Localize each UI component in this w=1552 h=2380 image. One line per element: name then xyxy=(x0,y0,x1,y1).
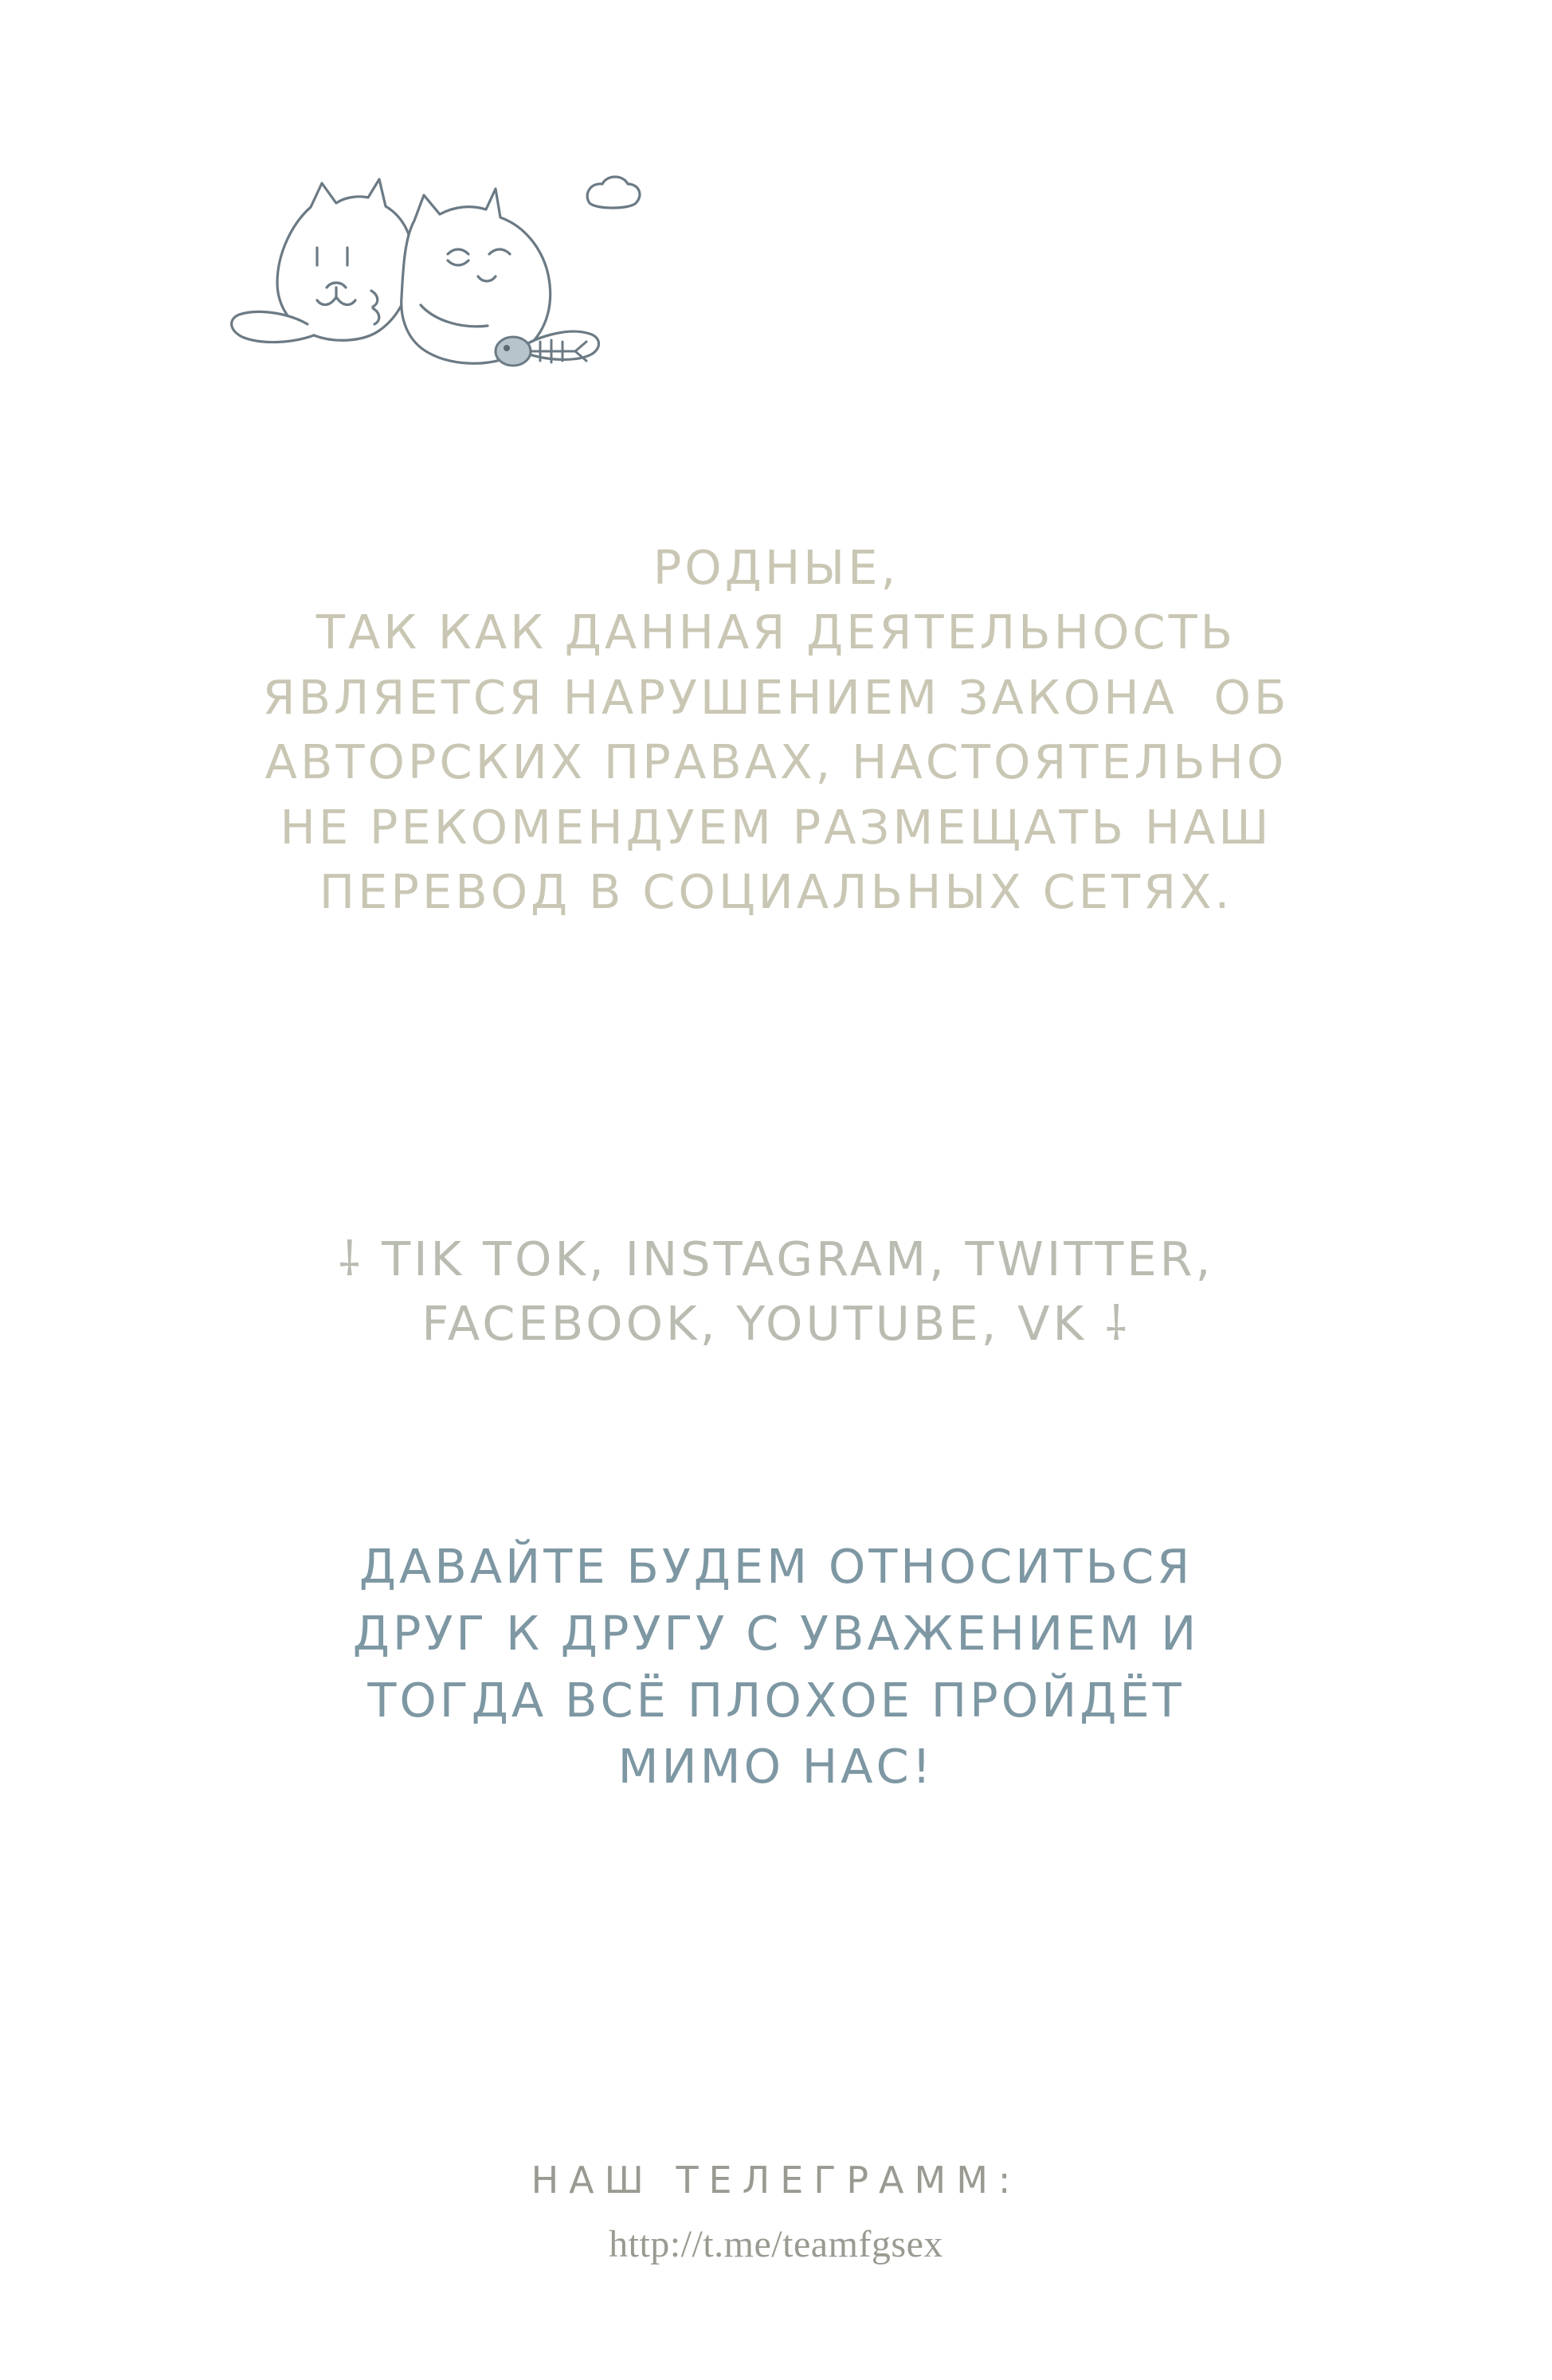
socials-line-2: FACEBOOK, YOUTUBE, VK ⸸ xyxy=(421,1296,1131,1352)
respect-line-4: МИМО НАС! xyxy=(617,1739,935,1795)
copyright-warning-text xyxy=(0,535,1552,924)
warning-line-1: РОДНЫЕ, xyxy=(653,540,899,595)
respect-message-text xyxy=(0,1533,1552,1800)
warning-line-4: АВТОРСКИХ ПРАВАХ, НАСТОЯТЕЛЬНО xyxy=(265,734,1287,790)
telegram-link[interactable]: http://t.me/teamfgsex xyxy=(609,2223,943,2265)
socials-line-1: ⸸ TIK TOK, INSTAGRAM, TWITTER, xyxy=(338,1231,1214,1286)
warning-line-6: ПЕРЕВОД В СОЦИАЛЬНЫХ СЕТЯХ. xyxy=(319,864,1233,920)
respect-line-1: ДАВАЙТЕ БУДЕМ ОТНОСИТЬСЯ xyxy=(359,1539,1193,1594)
warning-line-5: НЕ РЕКОМЕНДУЕМ РАЗМЕЩАТЬ НАШ xyxy=(280,799,1272,855)
social-networks-text xyxy=(0,1227,1552,1356)
warning-line-2: ТАК КАК ДАННАЯ ДЕЯТЕЛЬНОСТЬ xyxy=(315,605,1237,660)
respect-line-3: ТОГДА ВСЁ ПЛОХОЕ ПРОЙДЁТ xyxy=(367,1672,1185,1728)
cats-svg xyxy=(215,171,725,410)
telegram-label: НАШ ТЕЛЕГРАММ: xyxy=(531,2159,1021,2202)
respect-line-2: ДРУГ К ДРУГУ С УВАЖЕНИЕМ И xyxy=(352,1605,1200,1661)
warning-line-3: ЯВЛЯЕТСЯ НАРУШЕНИЕМ ЗАКОНА ОБ xyxy=(262,669,1290,725)
two-cats-illustration xyxy=(215,171,725,410)
footer xyxy=(0,2159,1552,2266)
